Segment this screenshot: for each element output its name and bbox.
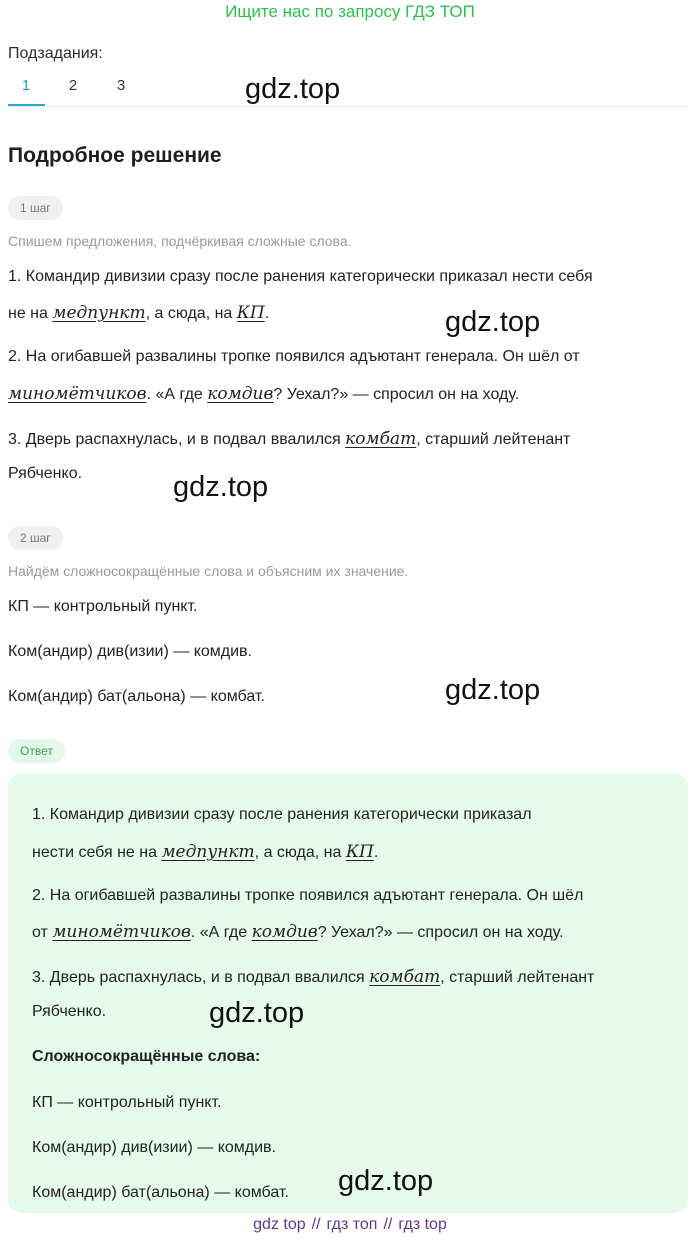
step2-definition-kombat: Ком(андир) бат(альона) — комбат. <box>8 688 265 705</box>
term-komdiv: комдив <box>207 384 274 404</box>
text-part: нести себя не на <box>32 844 162 861</box>
answer-sentence2-line2 <box>32 922 564 942</box>
top-banner: Ищите нас по запросу ГДЗ ТОП <box>225 2 475 21</box>
answer-definition-kombat: Ком(андир) бат(альона) — комбат. <box>32 1184 289 1201</box>
step2-badge: 2 шаг <box>8 526 63 550</box>
answer-definition-kp: КП — контрольный пункт. <box>32 1094 222 1111</box>
answer-sentence1-line2 <box>32 842 378 862</box>
term-medpunkt: медпункт <box>52 303 146 323</box>
term-medpunkt: медпункт <box>161 842 255 862</box>
tabs-divider <box>8 106 688 107</box>
footer-separator: // <box>311 1216 321 1233</box>
answer-definition-komdiv: Ком(андир) див(изии) — комдив. <box>32 1139 276 1156</box>
step1-sentence3-line1 <box>8 429 570 449</box>
subtasks-label: Подзадания: <box>8 45 103 62</box>
answer-sentence3-line1 <box>32 967 594 987</box>
watermark: gdz.top <box>445 674 541 706</box>
watermark: gdz.top <box>209 997 305 1029</box>
step2-hint: Найдём сложносокращённые слова и объясним их значение. <box>8 563 409 579</box>
tab-3[interactable]: 3 <box>116 77 126 94</box>
watermark: gdz.top <box>173 471 269 503</box>
step1-sentence3-line2: Рябченко. <box>8 465 83 482</box>
step1-sentence1-line2 <box>8 303 269 323</box>
footer-link-gdz-top-mixed[interactable]: гдз top <box>398 1216 447 1233</box>
text-part: . <box>373 844 379 861</box>
text-part: , а сюда, на <box>254 844 346 861</box>
text-part: ? Уехал?» — спросил он на ходу. <box>273 386 520 403</box>
step2-definition-komdiv: Ком(андир) див(изии) — комдив. <box>8 643 252 660</box>
answer-badge: Ответ <box>8 739 65 763</box>
text-part: . «А где <box>190 924 252 941</box>
term-minometchikov: миномётчиков <box>8 384 147 404</box>
text-part: , а сюда, на <box>145 305 237 322</box>
text-part: 3. Дверь распахнулась, и в подвал ввалился <box>8 431 346 448</box>
term-kp: КП <box>345 842 374 862</box>
term-kp: КП <box>236 303 265 323</box>
answer-sentence1-line1: 1. Командир дивизии сразу после ранения категорически приказал <box>32 806 532 823</box>
footer-link-gdz-top[interactable]: gdz top <box>253 1216 306 1233</box>
step1-sentence1-line1: 1. Командир дивизии сразу после ранения категорически приказал нести себя <box>8 268 593 285</box>
tab-2[interactable]: 2 <box>68 77 78 94</box>
tab-1[interactable]: 1 <box>21 77 31 94</box>
step1-hint: Спишем предложения, подчёркивая сложные слова. <box>8 233 352 249</box>
step2-definition-kp: КП — контрольный пункт. <box>8 598 198 615</box>
text-part: не на <box>8 305 53 322</box>
section-title: Подробное решение <box>8 144 222 167</box>
footer-separator: // <box>383 1216 393 1233</box>
step1-sentence2-line2 <box>8 384 519 404</box>
term-komdiv: комдив <box>251 922 318 942</box>
text-part: . «А где <box>146 386 208 403</box>
term-kombat: комбат <box>369 967 441 987</box>
step1-sentence2-line1: 2. На огибавшей развалины тропке появился адъютант генерала. Он шёл от <box>8 348 580 365</box>
text-part: . <box>264 305 270 322</box>
answer-sentence3-line2: Рябченко. <box>32 1003 107 1020</box>
answer-heading: Сложносокращённые слова: <box>32 1048 261 1065</box>
answer-sentence2-line1: 2. На огибавшей развалины тропке появился адъютант генерала. Он шёл <box>32 887 584 904</box>
watermark: gdz.top <box>445 306 541 338</box>
watermark: gdz.top <box>338 1165 434 1197</box>
watermark: gdz.top <box>245 73 341 105</box>
footer-links <box>0 1216 700 1234</box>
step1-badge: 1 шаг <box>8 196 63 220</box>
text-part: , старший лейтенант <box>416 431 571 448</box>
text-part: , старший лейтенант <box>440 969 595 986</box>
text-part: 3. Дверь распахнулась, и в подвал ввалился <box>32 969 370 986</box>
term-minometchikov: миномётчиков <box>52 922 191 942</box>
term-kombat: комбат <box>345 429 417 449</box>
footer-link-gdz-top-ru[interactable]: гдз топ <box>326 1216 378 1233</box>
text-part: от <box>32 924 53 941</box>
text-part: ? Уехал?» — спросил он на ходу. <box>317 924 564 941</box>
